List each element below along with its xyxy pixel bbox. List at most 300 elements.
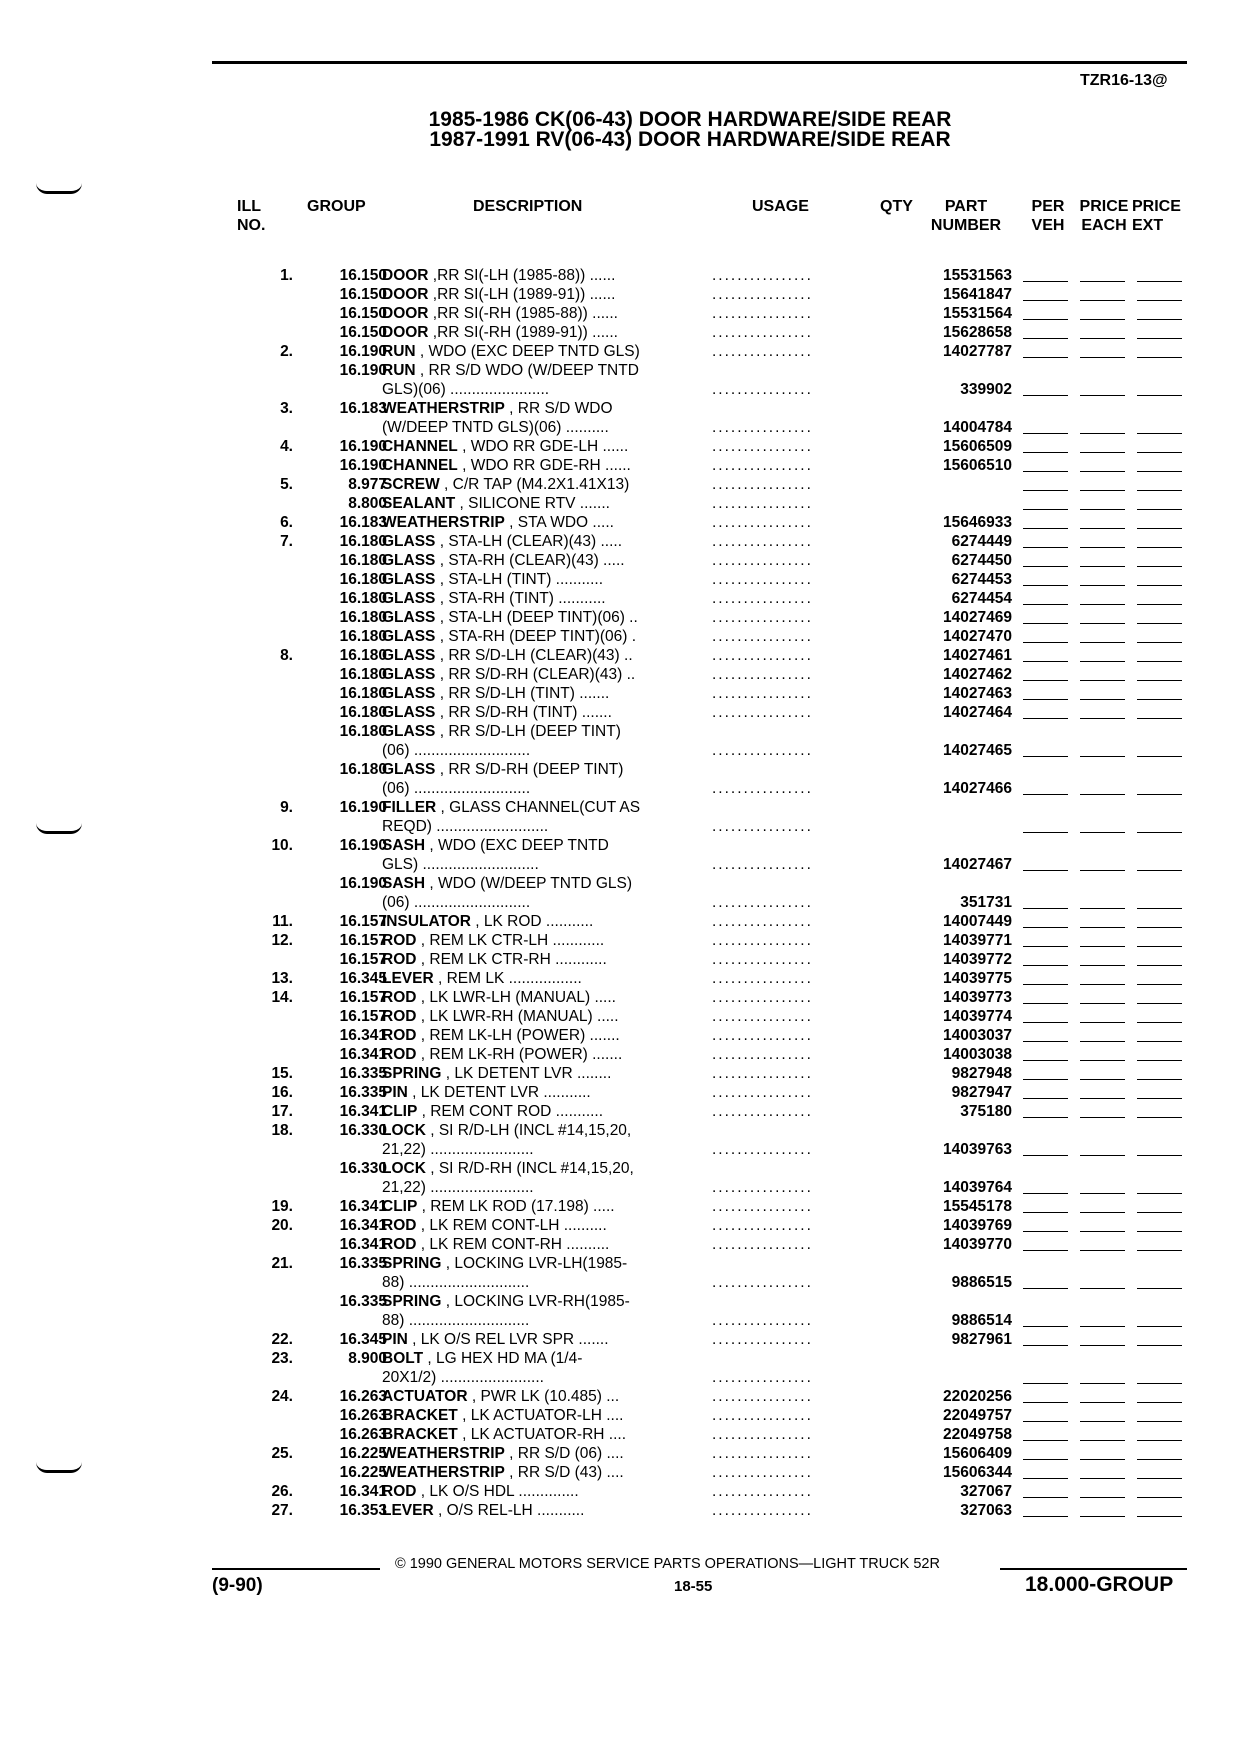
price-each-blank	[1080, 756, 1125, 757]
usage-leader: ................	[712, 742, 813, 759]
per-veh-blank	[1023, 509, 1068, 510]
price-each-blank	[1080, 1402, 1125, 1403]
price-ext-blank	[1137, 604, 1182, 605]
description-text: , STA-RH (DEEP TINT)(06) .	[435, 628, 637, 645]
part-name: DOOR	[382, 267, 429, 284]
price-ext-blank	[1137, 319, 1182, 320]
footer-rule-right	[1000, 1568, 1187, 1570]
ill-number: 11.	[272, 913, 293, 930]
ill-number: 21.	[271, 1255, 293, 1272]
price-each-blank	[1080, 509, 1125, 510]
price-ext-blank	[1137, 566, 1182, 567]
description	[382, 722, 621, 741]
table-row	[0, 950, 1257, 969]
price-each-blank	[1080, 1345, 1125, 1346]
price-each-blank	[1080, 547, 1125, 548]
price-each-blank	[1080, 832, 1125, 833]
usage-leader: ................	[712, 1008, 813, 1025]
table-row	[0, 1007, 1257, 1026]
ill-number: 4.	[280, 438, 293, 455]
price-each-blank	[1080, 1022, 1125, 1023]
col-usage: USAGE	[752, 198, 809, 215]
description	[382, 1121, 631, 1140]
description	[382, 361, 639, 380]
table-row	[0, 437, 1257, 456]
price-ext-blank	[1137, 471, 1182, 472]
ill-number: 22.	[271, 1331, 293, 1348]
part-name: DOOR	[382, 305, 429, 322]
usage-leader: ................	[712, 1483, 813, 1500]
description-text: , LG HEX HD MA (1/4-	[423, 1350, 583, 1367]
part-number: 14027464	[943, 704, 1012, 721]
group-code: 16.330	[339, 1160, 387, 1177]
ill-number: 24.	[271, 1388, 293, 1405]
table-row	[0, 1387, 1257, 1406]
part-name: PIN	[382, 1084, 408, 1101]
part-name: SPRING	[382, 1293, 442, 1310]
description	[382, 285, 615, 304]
table-row	[0, 1140, 1257, 1159]
part-name: GLASS	[382, 552, 436, 569]
per-veh-blank	[1023, 680, 1068, 681]
per-veh-blank	[1023, 1022, 1068, 1023]
price-each-blank	[1080, 1079, 1125, 1080]
price-ext-blank	[1137, 832, 1182, 833]
description	[382, 570, 603, 589]
per-veh-blank	[1023, 433, 1068, 434]
col-qty: QTY	[880, 198, 913, 215]
part-number: 14007449	[943, 913, 1012, 930]
price-ext-blank	[1137, 1060, 1182, 1061]
usage-leader: ................	[712, 1065, 813, 1082]
description-text: , REM LK ROD (17.198) .....	[417, 1198, 615, 1215]
price-each-blank	[1080, 1193, 1125, 1194]
ill-number: 15.	[271, 1065, 293, 1082]
table-row	[0, 1425, 1257, 1444]
per-veh-blank	[1023, 965, 1068, 966]
table-row	[0, 285, 1257, 304]
description	[382, 931, 604, 950]
part-number: 14027463	[943, 685, 1012, 702]
per-veh-blank	[1023, 1212, 1068, 1213]
description	[382, 437, 628, 456]
usage-leader: ................	[712, 609, 813, 626]
per-veh-blank	[1023, 623, 1068, 624]
part-number: 9886514	[951, 1312, 1012, 1329]
table-row	[0, 1235, 1257, 1254]
price-each-blank	[1080, 1383, 1125, 1384]
description-text: , C/R TAP (M4.2X1.41X13)	[439, 476, 630, 493]
group-code: 8.900	[348, 1350, 387, 1367]
part-number: 14039772	[943, 951, 1012, 968]
description-text: , LK LWR-LH (MANUAL) .....	[416, 989, 616, 1006]
table-row	[0, 1330, 1257, 1349]
part-name: PIN	[382, 1331, 408, 1348]
description	[382, 1292, 630, 1311]
price-ext-blank	[1137, 433, 1182, 434]
price-ext-blank	[1137, 1421, 1182, 1422]
part-number: 9827961	[951, 1331, 1012, 1348]
part-number: 22049758	[943, 1426, 1012, 1443]
per-veh-blank	[1023, 984, 1068, 985]
per-veh-blank	[1023, 1497, 1068, 1498]
part-name: ROD	[382, 1236, 417, 1253]
description	[382, 1311, 529, 1330]
table-row	[0, 1026, 1257, 1045]
table-row	[0, 627, 1257, 646]
price-each-blank	[1080, 1060, 1125, 1061]
price-each-blank	[1080, 984, 1125, 985]
description	[382, 1064, 611, 1083]
price-ext-blank	[1137, 908, 1182, 909]
ill-number: 3.	[280, 400, 293, 417]
description-text: , RR S/D-LH (TINT) .......	[435, 685, 610, 702]
description	[382, 304, 618, 323]
part-name: ROD	[382, 951, 417, 968]
description	[382, 1425, 626, 1444]
page-title-line-2: 1987-1991 RV(06-43) DOOR HARDWARE/SIDE REAR	[429, 128, 951, 151]
col-per-veh: PER VEH	[1031, 198, 1065, 234]
price-ext-blank	[1137, 1098, 1182, 1099]
table-row	[0, 1501, 1257, 1520]
col-part-number: PART NUMBER	[930, 198, 1002, 234]
description-text: , RR S/D-LH (DEEP TINT)	[435, 723, 621, 740]
table-row	[0, 380, 1257, 399]
part-name: ROD	[382, 932, 417, 949]
group-code: 16.180	[339, 609, 387, 626]
price-ext-blank	[1137, 547, 1182, 548]
table-row	[0, 475, 1257, 494]
per-veh-blank	[1023, 1345, 1068, 1346]
description-text: 21,22) ........................	[382, 1179, 534, 1196]
description-text: , LK DETENT LVR ........	[441, 1065, 612, 1082]
group-code: 16.190	[339, 837, 387, 854]
table-row	[0, 722, 1257, 741]
description	[382, 266, 615, 285]
per-veh-blank	[1023, 547, 1068, 548]
description	[382, 950, 607, 969]
part-name: CHANNEL	[382, 438, 458, 455]
table-row	[0, 570, 1257, 589]
per-veh-blank	[1023, 1516, 1068, 1517]
description	[382, 741, 530, 760]
description	[382, 1254, 627, 1273]
part-number: 14039770	[943, 1236, 1012, 1253]
table-row	[0, 1273, 1257, 1292]
part-name: INSULATOR	[382, 913, 471, 930]
price-each-blank	[1080, 338, 1125, 339]
part-name: LEVER	[382, 1502, 434, 1519]
part-number: 14004784	[943, 419, 1012, 436]
description	[382, 1482, 579, 1501]
ill-number: 5.	[280, 476, 293, 493]
group-code: 16.180	[339, 571, 387, 588]
table-row	[0, 1178, 1257, 1197]
part-name: SCREW	[382, 476, 440, 493]
description-text: ,RR SI(-RH (1985-88)) ......	[428, 305, 618, 322]
description-text: , LK REM CONT-LH ..........	[416, 1217, 607, 1234]
description-text: , REM LK-RH (POWER) .......	[416, 1046, 623, 1063]
part-name: ROD	[382, 1483, 417, 1500]
part-name: GLASS	[382, 533, 436, 550]
price-ext-blank	[1137, 965, 1182, 966]
description	[382, 1216, 607, 1235]
price-ext-blank	[1137, 1231, 1182, 1232]
part-name: GLASS	[382, 609, 436, 626]
part-name: DOOR	[382, 324, 429, 341]
part-name: WEATHERSTRIP	[382, 1464, 505, 1481]
usage-leader: ................	[712, 1236, 813, 1253]
description-text: ,RR SI(-LH (1989-91)) ......	[428, 286, 616, 303]
table-row	[0, 551, 1257, 570]
group-code: 16.335	[339, 1065, 387, 1082]
description	[382, 589, 606, 608]
ill-number: 14.	[271, 989, 293, 1006]
footer-date: (9-90)	[212, 1575, 263, 1596]
price-each-blank	[1080, 357, 1125, 358]
part-number: 14039764	[943, 1179, 1012, 1196]
usage-leader: ................	[712, 970, 813, 987]
ill-number: 1.	[280, 267, 293, 284]
ill-number: 2.	[280, 343, 293, 360]
table-row	[0, 684, 1257, 703]
description-text: GLS)(06) .......................	[382, 381, 550, 398]
description-text: , REM LK-LH (POWER) .......	[416, 1027, 620, 1044]
usage-leader: ................	[712, 1464, 813, 1481]
part-name: WEATHERSTRIP	[382, 400, 505, 417]
description-text: , LK REM CONT-RH ..........	[416, 1236, 610, 1253]
group-code: 16.180	[339, 685, 387, 702]
usage-leader: ................	[712, 552, 813, 569]
usage-leader: ................	[712, 286, 813, 303]
price-ext-blank	[1137, 300, 1182, 301]
description-text: GLS) ...........................	[382, 856, 539, 873]
per-veh-blank	[1023, 1459, 1068, 1460]
ill-number: 6.	[280, 514, 293, 531]
table-row	[0, 1349, 1257, 1368]
part-name: CLIP	[382, 1198, 418, 1215]
usage-leader: ................	[712, 1179, 813, 1196]
part-number: 6274453	[951, 571, 1012, 588]
table-row	[0, 855, 1257, 874]
price-each-blank	[1080, 490, 1125, 491]
table-row	[0, 342, 1257, 361]
table-row	[0, 608, 1257, 627]
price-ext-blank	[1137, 1117, 1182, 1118]
usage-leader: ................	[712, 1198, 813, 1215]
price-each-blank	[1080, 1003, 1125, 1004]
description	[382, 1083, 591, 1102]
price-each-blank	[1080, 1478, 1125, 1479]
group-code: 16.150	[339, 286, 387, 303]
part-name: DOOR	[382, 286, 429, 303]
price-each-blank	[1080, 1155, 1125, 1156]
description-text: , LK O/S HDL ..............	[416, 1483, 579, 1500]
group-code: 16.180	[339, 628, 387, 645]
table-row	[0, 1311, 1257, 1330]
part-number: 327067	[960, 1483, 1012, 1500]
description-text: , WDO (EXC DEEP TNTD GLS)	[415, 343, 640, 360]
ill-number: 9.	[280, 799, 293, 816]
price-each-blank	[1080, 433, 1125, 434]
usage-leader: ................	[712, 324, 813, 341]
table-row	[0, 1064, 1257, 1083]
ill-number: 26.	[271, 1483, 293, 1500]
footer-group: 18.000-GROUP	[1025, 1573, 1174, 1596]
description	[382, 1102, 603, 1121]
per-veh-blank	[1023, 718, 1068, 719]
per-veh-blank	[1023, 490, 1068, 491]
description-text: , REM LK CTR-RH ............	[416, 951, 607, 968]
group-code: 8.977	[348, 476, 387, 493]
description-text: , SILICONE RTV .......	[455, 495, 610, 512]
group-code: 16.180	[339, 647, 387, 664]
part-name: LOCK	[382, 1160, 426, 1177]
price-ext-blank	[1137, 927, 1182, 928]
group-code: 16.150	[339, 267, 387, 284]
part-number: 15606344	[943, 1464, 1012, 1481]
description	[382, 456, 631, 475]
col-description: DESCRIPTION	[473, 198, 583, 215]
description-text: , STA-LH (TINT) ...........	[435, 571, 604, 588]
group-code: 16.157	[339, 932, 387, 949]
group-code: 16.180	[339, 590, 387, 607]
description-text: , RR S/D-LH (CLEAR)(43) ..	[435, 647, 633, 664]
description	[382, 874, 632, 893]
table-row	[0, 665, 1257, 684]
part-number: 6274454	[951, 590, 1012, 607]
usage-leader: ................	[712, 495, 813, 512]
price-ext-blank	[1137, 699, 1182, 700]
per-veh-blank	[1023, 870, 1068, 871]
part-name: SPRING	[382, 1065, 442, 1082]
description	[382, 627, 636, 646]
group-code: 16.263	[339, 1388, 387, 1405]
footer-copyright: © 1990 GENERAL MOTORS SERVICE PARTS OPERATIONS—LIGHT TRUCK 52R	[395, 1556, 940, 1572]
price-ext-blank	[1137, 642, 1182, 643]
per-veh-blank	[1023, 1117, 1068, 1118]
part-name: ROD	[382, 989, 417, 1006]
description	[382, 1197, 615, 1216]
description-text: , LK DETENT LVR ...........	[407, 1084, 591, 1101]
binder-hole-mark	[36, 1462, 82, 1473]
usage-leader: ................	[712, 1445, 813, 1462]
usage-leader: ................	[712, 818, 813, 835]
per-veh-blank	[1023, 908, 1068, 909]
part-number: 22020256	[943, 1388, 1012, 1405]
usage-leader: ................	[712, 685, 813, 702]
price-ext-blank	[1137, 1440, 1182, 1441]
usage-leader: ................	[712, 913, 813, 930]
description-text: , STA-LH (CLEAR)(43) .....	[435, 533, 623, 550]
usage-leader: ................	[712, 1388, 813, 1405]
price-ext-blank	[1137, 623, 1182, 624]
table-row	[0, 1197, 1257, 1216]
price-each-blank	[1080, 585, 1125, 586]
description-text: , RR S/D-RH (DEEP TINT)	[435, 761, 624, 778]
table-row	[0, 931, 1257, 950]
table-row	[0, 456, 1257, 475]
part-name: CHANNEL	[382, 457, 458, 474]
group-code: 16.180	[339, 666, 387, 683]
group-code: 16.225	[339, 1464, 387, 1481]
part-number: 14027467	[943, 856, 1012, 873]
part-name: SPRING	[382, 1255, 442, 1272]
price-ext-blank	[1137, 395, 1182, 396]
description-text: , GLASS CHANNEL(CUT AS	[436, 799, 641, 816]
price-each-blank	[1080, 1497, 1125, 1498]
ill-number: 18.	[271, 1122, 293, 1139]
description	[382, 798, 640, 817]
group-code: 16.190	[339, 362, 387, 379]
ill-number: 16.	[271, 1084, 293, 1101]
part-number: 14039775	[943, 970, 1012, 987]
usage-leader: ................	[712, 1103, 813, 1120]
group-code: 16.180	[339, 704, 387, 721]
price-each-blank	[1080, 946, 1125, 947]
table-row	[0, 361, 1257, 380]
description	[382, 1368, 544, 1387]
page-code: TZR16-13@	[1080, 72, 1168, 89]
per-veh-blank	[1023, 1440, 1068, 1441]
per-veh-blank	[1023, 471, 1068, 472]
description	[382, 969, 582, 988]
part-number: 15606510	[943, 457, 1012, 474]
part-number: 15606509	[943, 438, 1012, 455]
price-each-blank	[1080, 528, 1125, 529]
description	[382, 1406, 623, 1425]
part-name: GLASS	[382, 666, 436, 683]
price-ext-blank	[1137, 984, 1182, 985]
group-code: 16.190	[339, 875, 387, 892]
per-veh-blank	[1023, 1478, 1068, 1479]
description-text: 20X1/2) ........................	[382, 1369, 544, 1386]
table-row	[0, 912, 1257, 931]
description	[382, 1026, 620, 1045]
usage-leader: ................	[712, 1502, 813, 1519]
col-price-each: PRICE EACH	[1079, 198, 1129, 234]
price-ext-blank	[1137, 1250, 1182, 1251]
description-text: , REM LK CTR-LH ............	[416, 932, 605, 949]
description-text: , LOCKING LVR-LH(1985-	[441, 1255, 628, 1272]
part-name: GLASS	[382, 704, 436, 721]
price-ext-blank	[1137, 338, 1182, 339]
per-veh-blank	[1023, 300, 1068, 301]
part-number: 14039771	[943, 932, 1012, 949]
table-row	[0, 532, 1257, 551]
price-ext-blank	[1137, 756, 1182, 757]
table-row	[0, 646, 1257, 665]
part-name: SEALANT	[382, 495, 456, 512]
ill-number: 25.	[271, 1445, 293, 1462]
usage-leader: ................	[712, 457, 813, 474]
part-number: 15531564	[943, 305, 1012, 322]
binder-hole-mark	[36, 183, 82, 194]
group-code: 16.335	[339, 1293, 387, 1310]
price-ext-blank	[1137, 1402, 1182, 1403]
ill-number: 7.	[280, 533, 293, 550]
price-ext-blank	[1137, 1212, 1182, 1213]
part-number: 339902	[960, 381, 1012, 398]
price-each-blank	[1080, 319, 1125, 320]
price-ext-blank	[1137, 661, 1182, 662]
price-ext-blank	[1137, 1003, 1182, 1004]
description	[382, 1235, 609, 1254]
price-ext-blank	[1137, 1288, 1182, 1289]
description-text: 88) ............................	[382, 1274, 530, 1291]
usage-leader: ................	[712, 343, 813, 360]
description	[382, 418, 609, 437]
